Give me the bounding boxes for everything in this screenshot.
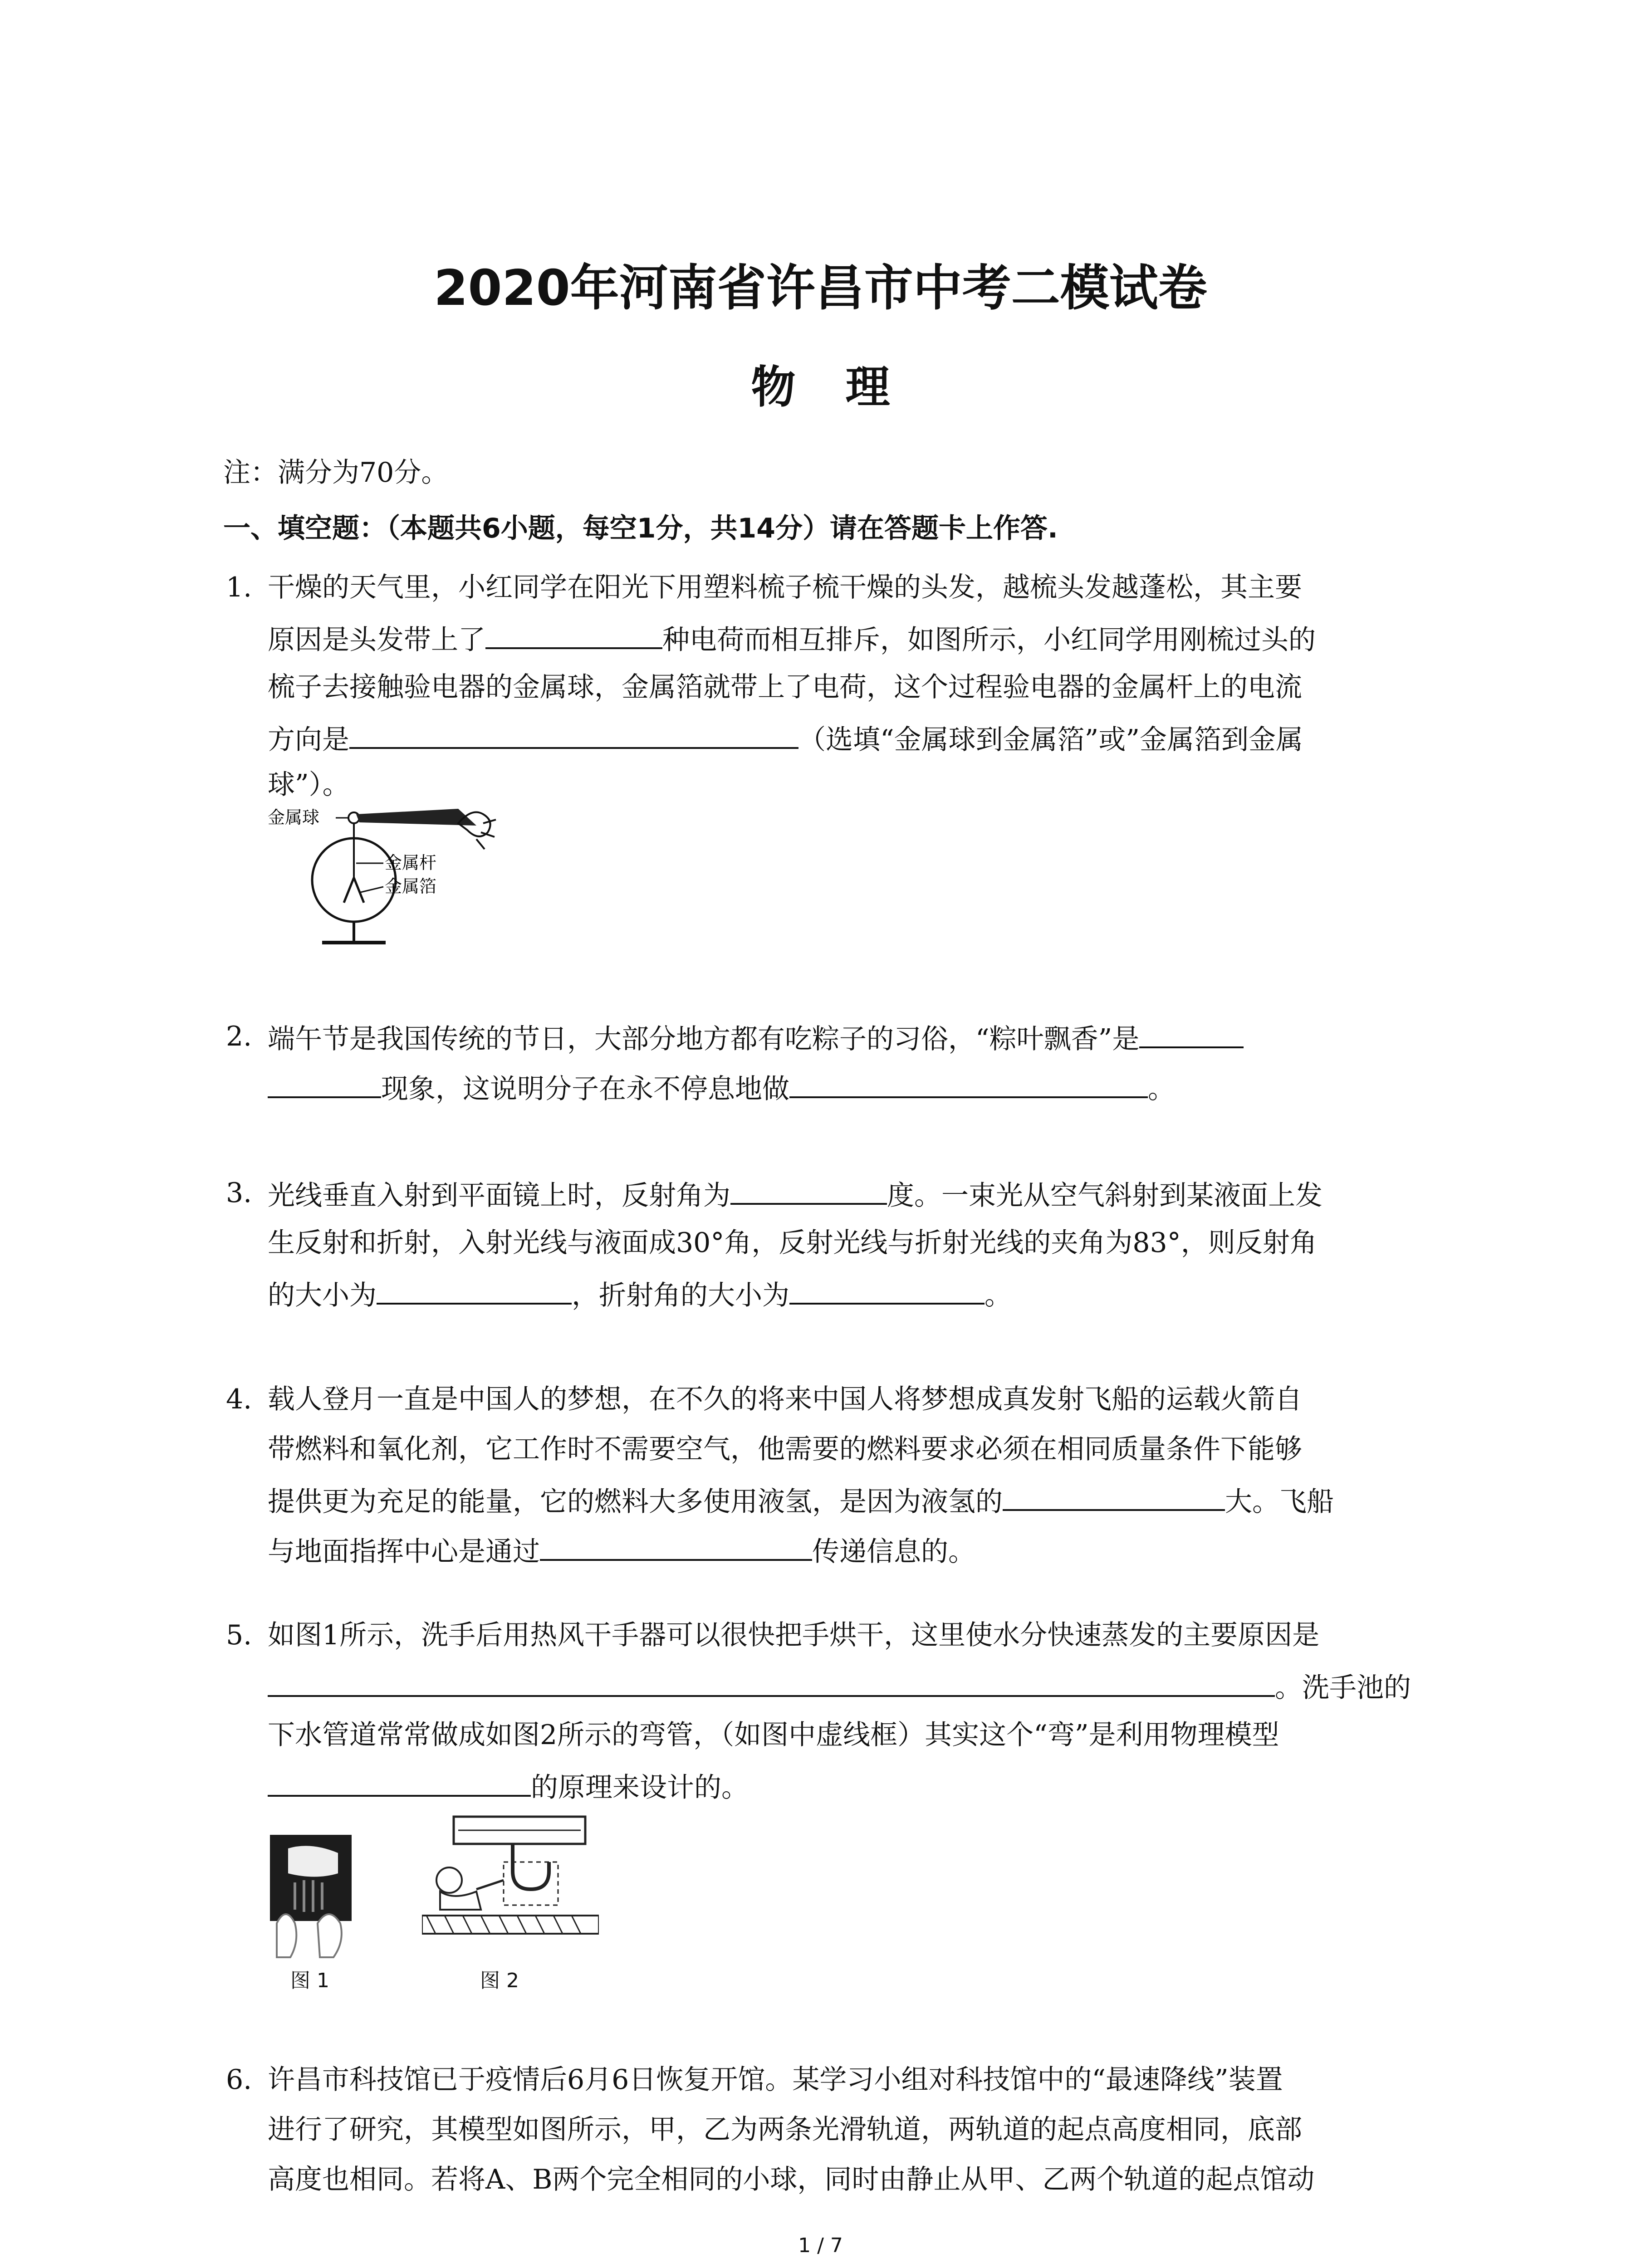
- subject-title: 物理: [751, 362, 940, 413]
- q3-line1-start: 光线垂直入射到平面镜上时，反射角为: [268, 1180, 730, 1212]
- electroscope-figure: [263, 805, 517, 955]
- metal-foil-label: 金属箔: [385, 876, 437, 896]
- section-heading: 一、填空题：（本题共6小题，每空1分，共14分）请在答题卡上作答.: [223, 513, 1058, 544]
- q1-line2-end: 种电荷而相互排斥，如图所示，小红同学用刚梳过头的: [662, 624, 1316, 656]
- question-number: 1.: [226, 572, 252, 603]
- figure1-caption: 图 1: [290, 1969, 329, 1992]
- q3-line1-end: 度。一束光从空气斜射到某液面上发: [887, 1180, 1323, 1212]
- hand-dryer-image: [268, 1833, 354, 1960]
- q4-line3-end: 大。飞船: [1225, 1486, 1334, 1518]
- q5-line4-end: 的原理来设计的。: [531, 1772, 749, 1804]
- q5-line4: [268, 1767, 749, 1806]
- sink-drain-image: [422, 1812, 599, 1944]
- q5-line1: 如图1所示，洗手后用热风干手器可以很快把手烘干，这里使水分快速蒸发的主要原因是: [268, 1619, 1320, 1651]
- q1-line2: [268, 619, 1316, 658]
- answer-blank[interactable]: [377, 1275, 572, 1305]
- q4-line4: [268, 1531, 975, 1570]
- question-number: 5.: [226, 1619, 252, 1651]
- q6-line3: 高度也相同。若将A、B两个完全相同的小球，同时由静止从甲、乙两个轨道的起点馆动: [268, 2164, 1315, 2195]
- q4-line3-start: 提供更为充足的能量，它的燃料大多使用液氢，是因为液氢的: [268, 1486, 1003, 1518]
- q1-line3: 梳子去接触验电器的金属球，金属箔就带上了电荷，这个过程验电器的金属杆上的电流: [268, 671, 1302, 703]
- q6-line2: 进行了研究，其模型如图所示，甲，乙为两条光滑轨道，两轨道的起点高度相同，底部: [268, 2114, 1302, 2146]
- answer-blank[interactable]: [789, 1068, 1148, 1098]
- q4-line4-end: 传递信息的。: [812, 1536, 975, 1568]
- hand-dryer-figure: [268, 1833, 354, 1960]
- sink-drain-figure: [422, 1812, 599, 1944]
- q1-line2-start: 原因是头发带上了: [268, 624, 485, 656]
- q3-line3-start: 的大小为: [268, 1280, 377, 1311]
- answer-blank[interactable]: [268, 1068, 381, 1098]
- q4-line3: [268, 1481, 1334, 1520]
- q3-line3-end: 。: [985, 1280, 1012, 1311]
- answer-blank[interactable]: [349, 719, 798, 749]
- q2-line1: [268, 1018, 1244, 1057]
- answer-blank[interactable]: [268, 1767, 531, 1797]
- q2-line2-end: 。: [1148, 1073, 1175, 1105]
- question-number: 6.: [226, 2064, 252, 2096]
- metal-ball-label: 金属球: [268, 807, 320, 827]
- q1-line4-end: （选填“金属球到金属箔”或”金属箔到金属: [798, 724, 1303, 756]
- q4-line4-start: 与地面指挥中心是通过: [268, 1536, 540, 1568]
- exam-title: 2020年河南省许昌市中考二模试卷: [434, 260, 1207, 317]
- question-number: 2.: [226, 1021, 252, 1052]
- q2-line2: [268, 1068, 1175, 1107]
- q3-line3-mid: ，折射角的大小为: [572, 1280, 789, 1311]
- q6-line1: 许昌市科技馆已于疫情后6月6日恢复开馆。某学习小组对科技馆中的“最速降线”装置: [268, 2064, 1283, 2096]
- q2-line2-start: 现象，这说明分子在永不停息地做: [381, 1073, 789, 1105]
- answer-blank[interactable]: [1003, 1481, 1225, 1511]
- figure2-caption: 图 2: [480, 1969, 519, 1992]
- q1-line4: [268, 719, 1303, 758]
- q3-line3: [268, 1275, 1012, 1314]
- q1-line4-start: 方向是: [268, 724, 349, 756]
- q4-line1: 载人登月一直是中国人的梦想，在不久的将来中国人将梦想成真发射飞船的运载火箭自: [268, 1383, 1302, 1415]
- q4-line2: 带燃料和氧化剂，它工作时不需要空气，他需要的燃料要求必须在相同质量条件下能够: [268, 1433, 1302, 1465]
- answer-blank[interactable]: [789, 1275, 985, 1305]
- q5-line2-end: 。洗手池的: [1275, 1672, 1411, 1704]
- score-note: 注：满分为70分。: [223, 457, 449, 489]
- answer-blank[interactable]: [1139, 1018, 1244, 1048]
- answer-blank[interactable]: [268, 1667, 1275, 1697]
- page-number: 1 / 7: [798, 2234, 843, 2257]
- metal-rod-label: 金属杆: [385, 853, 437, 873]
- electroscope-diagram: [263, 805, 517, 955]
- q5-line2: [268, 1667, 1411, 1706]
- answer-blank[interactable]: [485, 619, 662, 649]
- answer-blank[interactable]: [540, 1531, 812, 1561]
- question-number: 3.: [226, 1177, 252, 1209]
- q2-line1-text: 端午节是我国传统的节日，大部分地方都有吃粽子的习俗，“粽叶飘香”是: [268, 1023, 1140, 1055]
- question-number: 4.: [226, 1383, 252, 1415]
- q3-line2: 生反射和折射，入射光线与液面成30°角，反射光线与折射光线的夹角为83°，则反射角: [268, 1227, 1317, 1259]
- q1-line5: 球”）。: [268, 769, 350, 801]
- q5-line3: 下水管道常常做成如图2所示的弯管，（如图中虚线框）其实这个“弯”是利用物理模型: [268, 1719, 1279, 1751]
- answer-blank[interactable]: [730, 1175, 887, 1205]
- q3-line1: [268, 1175, 1323, 1214]
- q1-line1: 干燥的天气里，小红同学在阳光下用塑料梳子梳干燥的头发，越梳头发越蓬松，其主要: [268, 572, 1302, 603]
